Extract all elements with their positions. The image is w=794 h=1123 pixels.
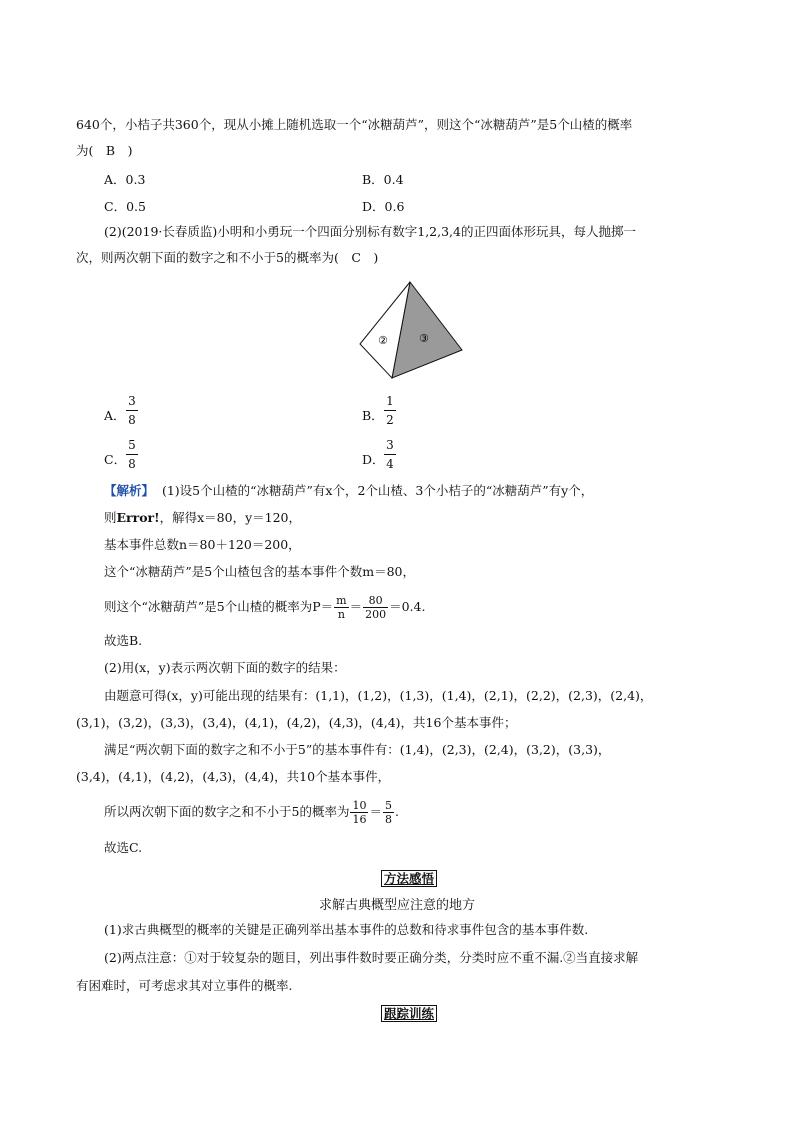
equals: ＝ [349, 599, 363, 614]
analysis-line6: 故选B. [104, 633, 143, 648]
analysis-s2b: ，解得x＝80，y＝120， [159, 510, 302, 525]
analysis-s5a: 则这个“冰糖葫芦”是5个山楂的概率为P＝ [104, 599, 334, 614]
q2-option-c-label: C． [104, 452, 127, 467]
analysis-line8: 由题意可得(x，y)可能出现的结果有：(1,1)，(1,2)，(1,3)，(1,4)，(2,1)，(2,2)，(2,3)，(2,4)， [104, 688, 653, 703]
fraction-10-over-16 [350, 799, 368, 826]
fraction-denominator: 4 [386, 457, 394, 471]
analysis-line13: 故选C. [104, 840, 143, 855]
method-badge: 方法感悟 [381, 870, 437, 887]
equals: ＝ [369, 804, 382, 819]
method-p2b: 有困难时，可考虑求其对立事件的概率. [76, 978, 293, 993]
fraction-m-over-n [334, 594, 348, 621]
method-p1: (1)求古典概型的概率的关键是正确列举出基本事件的总数和待求事件包含的基本事件数. [104, 922, 589, 937]
fraction-80-over-200 [363, 594, 388, 621]
analysis-s5b: ＝0.4. [389, 599, 426, 614]
fraction-numerator: 1 [384, 392, 396, 411]
q2-option-c-fraction [126, 436, 138, 473]
analysis-line1 [104, 483, 593, 499]
q2-line1: (2)(2019·长春质监)小明和小勇玩一个四面分别标有数字1,2,3,4的正四面体形玩具，每人抛掷一 [104, 224, 636, 239]
analysis-line9: (3,1)，(3,2)，(3,3)，(3,4)，(4,1)，(4,2)，(4,3)，(4,4)，共16个基本事件； [76, 715, 517, 730]
analysis-line2 [104, 510, 301, 526]
q2-line2: 次，则两次朝下面的数字之和不小于5的概率为( C ) [76, 250, 379, 265]
analysis-line5 [104, 592, 425, 622]
tetrahedron-figure [358, 280, 466, 380]
q1-option-c: C．0.5 [104, 199, 146, 214]
analysis-s12b: . [394, 804, 399, 819]
fraction-denominator: 200 [365, 608, 387, 621]
method-title: 求解古典概型应注意的地方 [318, 898, 475, 913]
face-label-left: ② [378, 334, 388, 347]
fraction-denominator: 16 [352, 813, 367, 826]
analysis-s1: (1)设5个山楂的“冰糖葫芦”有x个，2个山楂、3个小桔子的“冰糖葫芦”有y个， [161, 483, 594, 498]
error-field: Error! [116, 510, 160, 525]
face-label-right: ③ [419, 332, 429, 345]
fraction-denominator: n [337, 608, 345, 621]
analysis-line11: (3,4)，(4,1)，(4,2)，(4,3)，(4,4)，共10个基本事件， [76, 769, 391, 784]
analysis-s12a: 所以两次朝下面的数字之和不小于5的概率为 [104, 804, 350, 819]
analysis-line4: 这个“冰糖葫芦”是5个山楂包含的基本事件个数m＝80， [104, 564, 415, 579]
fraction-5-over-8 [383, 799, 394, 826]
analysis-line3: 基本事件总数n＝80＋120＝200， [104, 537, 301, 552]
fraction-numerator: 5 [384, 799, 392, 812]
fraction-numerator: 5 [126, 436, 138, 455]
fraction-denominator: 2 [386, 413, 394, 427]
method-p2a: (2)两点注意：①对于较复杂的题目，列出事件数时要正确分类，分类时应不重不漏.②当直接求解 [104, 950, 639, 965]
q2-option-a-fraction [126, 392, 138, 429]
fraction-numerator: 80 [363, 594, 388, 608]
fraction-numerator: 3 [384, 436, 396, 455]
analysis-line12 [104, 797, 399, 827]
q1-line1: 640个，小桔子共360个，现从小摊上随机选取一个“冰糖葫芦”，则这个“冰糖葫芦”是5个山楂的概率 [76, 117, 633, 132]
q2-option-b-label: B． [362, 408, 384, 423]
fraction-denominator: 8 [128, 413, 136, 427]
q1-option-b: B．0.4 [362, 172, 404, 187]
analysis-line10: 满足“两次朝下面的数字之和不小于5”的基本事件有：(1,4)，(2,3)，(2,4)，(3,2)，(3,3)， [104, 742, 611, 757]
fraction-numerator: 3 [126, 392, 138, 411]
q1-option-d: D．0.6 [362, 199, 405, 214]
fraction-numerator: 10 [352, 799, 367, 812]
fraction-denominator: 8 [384, 813, 392, 826]
practice-badge: 跟踪训练 [381, 1005, 437, 1022]
q2-option-d-label: D． [362, 452, 385, 467]
q1-line2: 为( B ) [76, 143, 133, 158]
fraction-denominator: 8 [128, 457, 136, 471]
fraction-numerator: m [336, 594, 347, 607]
q2-option-a-label: A． [104, 408, 126, 423]
analysis-line7: (2)用(x，y)表示两次朝下面的数字的结果： [104, 660, 346, 675]
q2-option-b-fraction [384, 392, 396, 429]
analysis-tag: 【解析】 [104, 483, 155, 498]
analysis-s2a: 则 [104, 510, 117, 525]
q1-option-a: A．0.3 [104, 172, 146, 187]
q2-option-d-fraction [384, 436, 396, 473]
